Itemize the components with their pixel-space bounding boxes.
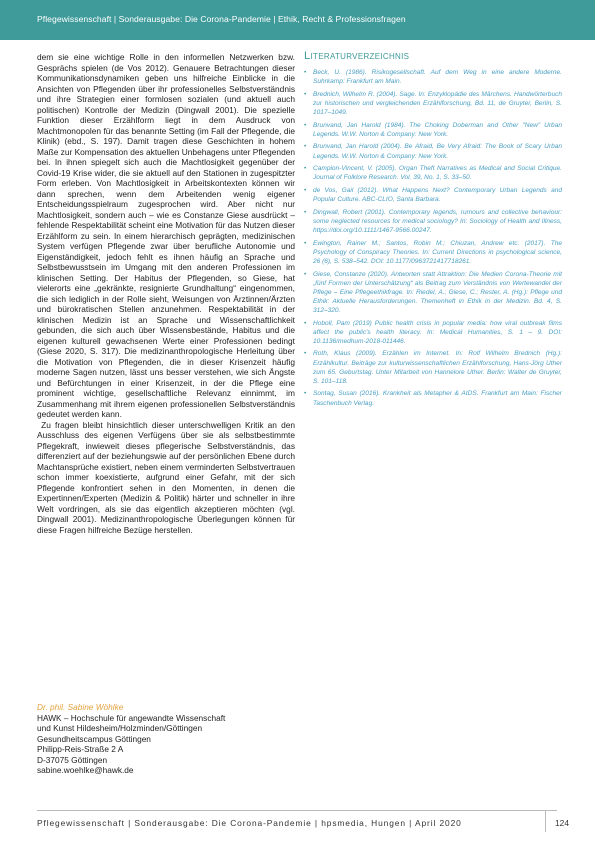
bullet-icon: • — [304, 69, 307, 76]
bullet-icon: • — [304, 143, 307, 151]
references-column — [304, 50, 562, 411]
bullet-icon: • — [304, 390, 307, 398]
page-footer — [0, 810, 595, 832]
reference-item: • de Vos, Gail (2012). What Happens Next? Contemporary Urban Legends and Popular Culture. ABC-CLIO, Santa Barbara. — [304, 187, 562, 204]
bullet-icon: • — [304, 187, 307, 194]
reference-item: • Beck, U. (1986). Risikogesellschaft. Auf dem Weg in eine andere Moderne. Suhrkamp: Frankfurt am Main. — [304, 69, 562, 86]
reference-item: • Brunvand, Jan Harold (1984). The Choking Doberman and Other "New" Urban Legends. W.W. Norton & Company: New York. — [304, 121, 562, 138]
reference-item: • Giese, Constanze (2020). Antworten statt Attraktion: Die Medien Corona-Theorie mit „fünf Formen der Unterschätzung“ als Beitrag zum Verständnis von Wertewandel der Pflege – Eine Pflegeethikfrage. In: Riedel, A.; Giese, C.; Rester, A. (Hg.): Pflege und Ethik: Aktuelle Herausforderungen. Themenheft in Ethik in der Medizin. Bd. 4, S. 312–320. — [304, 270, 562, 314]
reference-item: • Roth, Klaus (2009). Erzählen im Internet. In: Rolf Wilhelm Brednich (Hg.): Erzählkultur. Beiträge zur kulturwissenschaftlichen Erzählforschung, Hans-Jörg Uther zum 65. Geburtstag. Unter Mitarbeit von Hannelore Uther. Berlin: Walter de Gruyter, S. 101–118. — [304, 350, 562, 385]
reference-list — [304, 68, 562, 408]
bullet-icon: • — [304, 90, 307, 98]
footer-text: Pflegewissenschaft | Sonderausgabe: Die Corona-Pandemie | hpsmedia, Hungen | April 2020 — [37, 818, 462, 828]
reference-item: • Campion-Vincent, V. (2005). Organ Theft Narratives as Medical and Social Critique. Journal of Folklore Research. Vol. 39, No. 1, S. 33–50. — [304, 165, 562, 182]
reference-item: • Sontag, Susan (2016). Krankheit als Metapher & AIDS. Frankfurt am Main: Fischer Taschenbuch Verlag. — [304, 390, 562, 407]
author-affiliation-line: HAWK – Hochschule für angewandte Wissenschaft — [37, 712, 226, 723]
bullet-icon: • — [304, 165, 307, 173]
reference-item: • Brednich, Wilhelm R. (2004). Sage. In: Enzyklopädie des Märchens. Handwörterbuch zur historischen und vergleichenden Erzählforschung, Bd. 11, de Gruyter, Berlin, S. 1017–1049. — [304, 90, 562, 116]
bullet-icon: • — [304, 270, 307, 278]
body-column — [37, 52, 295, 535]
bullet-icon: • — [304, 208, 307, 216]
author-name: Dr. phil. Sabine Wöhlke — [37, 702, 124, 712]
author-email[interactable]: sabine.woehlke@hawk.de — [37, 765, 134, 775]
reference-item: • Ewington, Rainer M.; Santos, Robin M.; Chiuzan, Andrew etc. (2017). The Psychology of Conspiracy Theories. In: Current Directions in psychological science, 26 (6), S. 538–542. DOI: 10.1177/0963721417718261. — [304, 239, 562, 265]
header-bar — [0, 0, 595, 40]
body-paragraph: Zu fragen bleibt hinsichtlich dieser unterschwelligen Kritik an den Ausschluss des eigenen Verfügens über sie als selbstbestimmte Pflegekraft, inwieweit dieses pflegerische Selbstverständnis, das differenziert auf der beziehungswie auf der persönlichen Ebene durch Machtansprüche existiert, neben einem verminderten Selbstvertrauen schon immer koexistierte, aufgrund einer Gefahr, mit der sich Pflegende konfrontiert sehen in den Momenten, in denen die Expertinnen/Experten (Medizin & Politik) härter und schneller in ihre Welt vordringen, als sie das eigentlich akzeptieren möchten (vgl. Dingwall 2001). Medizinanthropologische Überlegungen können für diese Fragen hilfreiche Bezüge herstellen. — [37, 419, 295, 535]
body-paragraph: dem sie eine wichtige Rolle in den informellen Netzwerken bzw. Gesprächs spielen (de Vos 2012). Genauere Betrachtungen dieser Kommunikationsdynamiken geben uns hilfreiche Einblicke in die Ansichten von Pflegenden über ihr professionelles Selbstverständnis und ihre Strategien einer formlosen sozialen (und aktuell auch politischen) Kontrolle der Medizin (Dingwall 2001). Die spezielle Funktion dieser Erzählform liegt in dem Ausdruck von Machtmonopolen für das benannte Setting (im Fall der Pflegende, die Klinik) (ebd., S. 197). Damit tragen diese Geschichten in hohem Maße zur Kompensation des aktuellen Unbehagens unter Pflegenden bei. In ihnen spiegelt sich auch die Machtlosigkeit gegenüber der Covid-19 Krise wider, die sie aktuell auf den Stationen in zugespitzter Form erleben. Von Machtlosigkeit in Arbeitskontexten können wir dann sprechen, wenn dem Arbeitenden wenig eigener Entscheidungsspielraum zugesprochen wird. Aber nicht nur Machtlosigkeit, sondern auch – wie es Constanze Giese ausdrückt – fehlende Respektabilität scheint eine Motivation für das Nutzen dieser Erzählform zu sein. In einem hierarchisch geprägten, medizinischen System verfügen Pflegende zwar über berufliche Autonomie und Eigenständigkeit, jedoch fehlt es ihnen häufig an Sprache und Selbstbewusstsein im Umgang mit den anderen Professionen im klinischen Setting. Der Habitus der Pflegenden, so Giese, hat vielerorts eine „gekränkte, resignierte Grundhaltung“ eingenommen, die sich lediglich in der Rolle sieht, Weisungen von Ärztinnen/Ärzten und bürokratischen Stellen anzunehmen. Respektabilität in der klinischen Medizin ist an Sprache und Wissenschaftlichkeit gebunden, die sich auch über Wissensbestände, Habitus und die eigenen kulturell gewachsenen Werte einer Professionen bedingt (Giese 2020, S. 317). Die medizinanthropologische Herleitung über die Motivation von Pflegenden, die in dieser Krisenzeit häufig moderne Sagen nutzen, lässt uns besser verstehen, wie sich Ängste und Befürchtungen in einer Krisenzeit, in der die Pflege eine prominent wichtige, gesellschaftliche Relevanz einnimmt, im Zusammenhang mit ihrem eigenen professionellen Selbstverständnis gedeutet werden kann. — [37, 52, 295, 419]
bullet-icon: • — [304, 319, 307, 327]
author-address-line: Philipp-Reis-Straße 2 A — [37, 744, 124, 754]
author-affiliation-line: und Kunst Hildesheim/Holzminden/Göttingen — [37, 723, 203, 733]
bullet-icon: • — [304, 121, 307, 129]
footer-separator — [545, 810, 546, 832]
header-title: Pflegewissenschaft | Sonderausgabe: Die Corona-Pandemie | Ethik, Recht & Professionsfragen — [37, 14, 406, 24]
author-address-line: D-37075 Göttingen — [37, 754, 108, 765]
reference-item: • Brunvand, Jan Harold (2004). Be Afraid, Be Very Afraid: The Book of Scary Urban Legends. W.W. Norton & Company: New York. — [304, 143, 562, 160]
references-heading: Literaturverzeichnis — [304, 50, 410, 62]
footer-divider — [37, 810, 557, 811]
bullet-icon: • — [304, 350, 307, 358]
reference-item: • Hoboll, Pam (2019) Public health crisis in popular media: how viral outbreak films affect the public's health literacy. In: Medical Humanities, S. 1 – 9. DOI: 10.1136/medhum-2018-011446. — [304, 319, 562, 345]
bullet-icon: • — [304, 239, 307, 247]
reference-item: • Dingwall, Robert (2001). Contemporary legends, rumours and collective behaviour: some neglected resources for medical sociology? In: Sociology of Health and Illness, https://doi.org/10.1111/1467-9566.00247. — [304, 208, 562, 234]
author-block — [37, 702, 295, 776]
page-number: 124 — [555, 818, 569, 828]
author-affiliation-line: Gesundheitscampus Göttingen — [37, 733, 151, 744]
